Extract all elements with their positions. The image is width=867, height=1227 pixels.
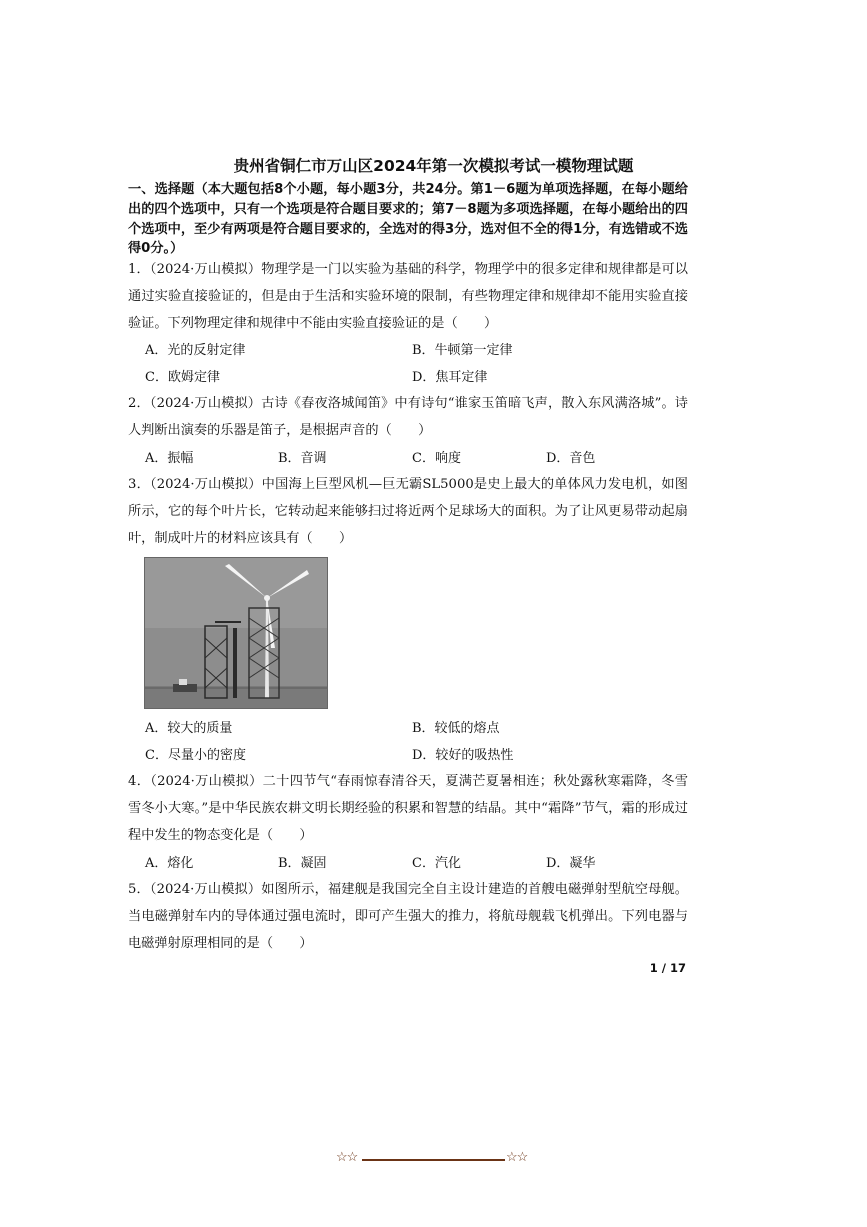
star-icon: ☆☆ (336, 1150, 358, 1165)
question-3-options (145, 717, 690, 737)
option-d: D．较好的吸热性 (412, 748, 514, 763)
option-c: C．汽化 (412, 856, 461, 871)
option-d: D．焦耳定律 (412, 370, 488, 385)
question-4-options (145, 852, 690, 872)
option-b: B．较低的熔点 (412, 721, 500, 736)
question-2-options (145, 447, 690, 467)
option-c: C．响度 (412, 451, 461, 466)
question-2: 2．（2024·万山模拟）古诗《春夜洛城闻笛》中有诗句“谁家玉笛暗飞声，散入东风满洛城”。诗人判断出演奏的乐器是笛子，是根据声音的（ ） (128, 396, 688, 438)
option-c: C．尽量小的密度 (145, 748, 246, 763)
option-b: B．牛顿第一定律 (412, 343, 513, 358)
question-1-options-row2 (145, 366, 690, 386)
option-d: D．凝华 (546, 856, 596, 871)
footer-rule (362, 1159, 505, 1161)
page-number: 1 / 17 (649, 961, 686, 975)
footer-ornament (336, 1150, 532, 1170)
option-a: A．较大的质量 (145, 721, 233, 736)
option-a: A．熔化 (145, 856, 194, 871)
option-b: B．音调 (278, 451, 327, 466)
question-3-options-row2 (145, 744, 690, 764)
wind-turbine-image (144, 557, 328, 709)
option-b: B．凝固 (278, 856, 327, 871)
section-heading: 一、选择题（本大题包括8个小题，每小题3分，共24分。第1－6题为单项选择题，在每小题给出的四个选项中，只有一个选项是符合题目要求的；第7－8题为多项选择题，在每小题给出的四个选项中，至少有两项是符合题目要求的，全选对的得3分，选对但不全的得1分，有选错或不选得0分。） (128, 182, 688, 257)
question-1-options (145, 339, 690, 359)
wind-turbine-photo (145, 558, 327, 708)
page-title: 贵州省铜仁市万山区2024年第一次模拟考试一模物理试题 (233, 157, 634, 175)
question-4: 4．（2024·万山模拟）二十四节气“春雨惊春清谷天，夏满芒夏暑相连；秋处露秋寒霜降，冬雪雪冬小大寒。”是中华民族农耕文明长期经验的积累和智慧的结晶。其中“霜降”节气，霜的形成过程中发生的物态变化是（ ） (128, 774, 688, 843)
question-3: 3．（2024·万山模拟）中国海上巨型风机—巨无霸SL5000是史上最大的单体风力发电机，如图所示，它的每个叶片长，它转动起来能够扫过将近两个足球场大的面积。为了让风更易带动起扇叶，制成叶片的材料应该具有（ ） (128, 477, 688, 546)
question-5: 5．（2024·万山模拟）如图所示，福建舰是我国完全自主设计建造的首艘电磁弹射型航空母舰。当电磁弹射车内的导体通过强电流时，即可产生强大的推力，将航母舰载飞机弹出。下列电器与电磁弹射原理相同的是（ ） (128, 882, 688, 951)
option-a: A．光的反射定律 (145, 343, 246, 358)
option-d: D．音色 (546, 451, 596, 466)
option-a: A．振幅 (145, 451, 194, 466)
star-icon: ☆☆ (506, 1150, 528, 1165)
option-c: C．欧姆定律 (145, 370, 220, 385)
question-1: 1．（2024·万山模拟）物理学是一门以实验为基础的科学，物理学中的很多定律和规律都是可以通过实验直接验证的，但是由于生活和实验环境的限制，有些物理定律和规律却不能用实验直接验证。下列物理定律和规律中不能由实验直接验证的是（ ） (128, 262, 688, 331)
